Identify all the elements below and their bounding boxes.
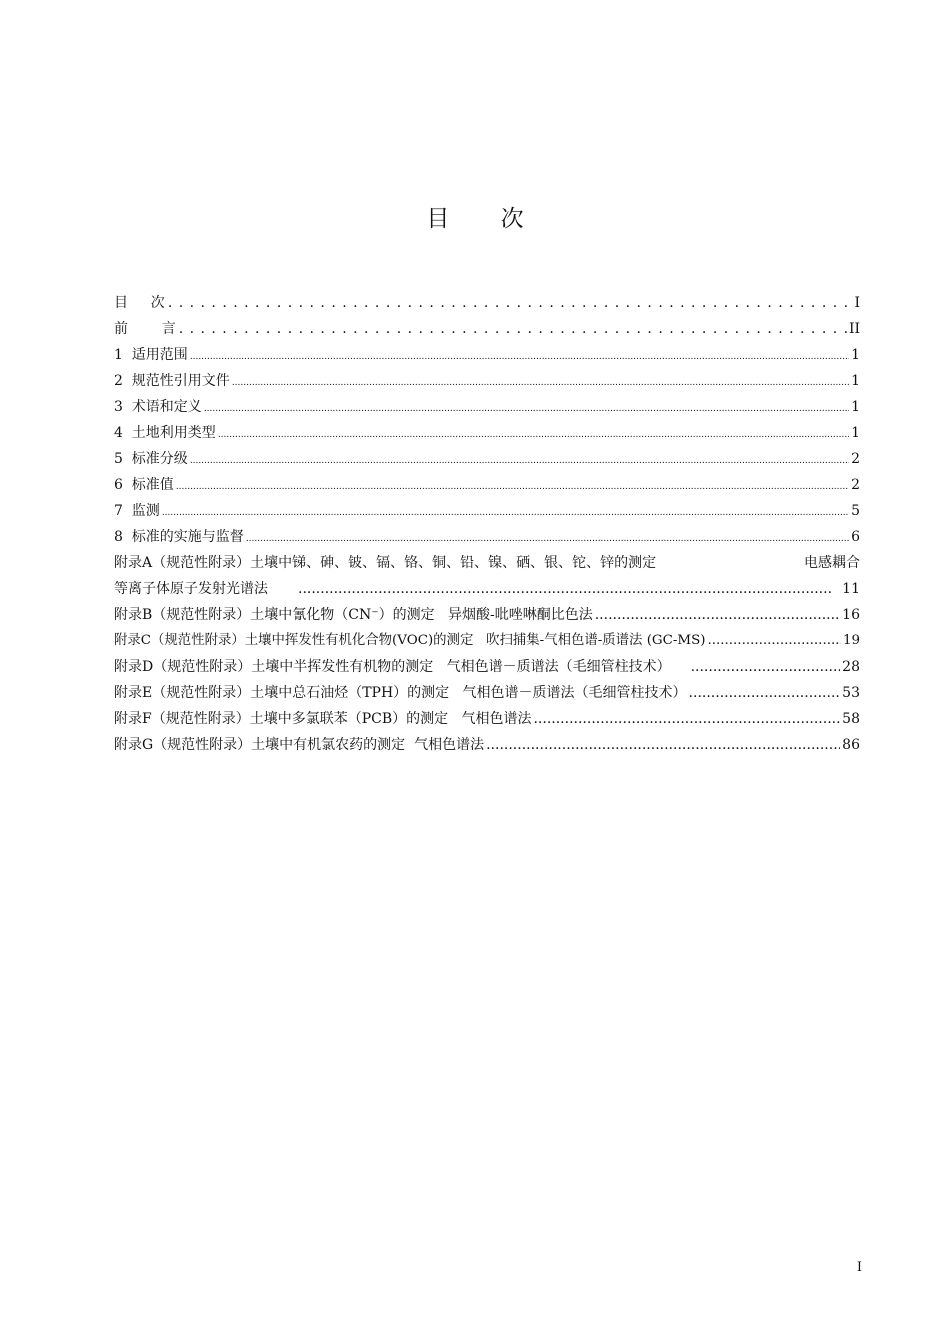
toc-entry-section-3[interactable]: [114, 394, 860, 420]
toc-entry-section-2[interactable]: [114, 368, 860, 394]
toc-label: 附录G（规范性附录）土壤中有机氯农药的测定 气相色谱法: [114, 737, 485, 753]
toc-page: 28: [842, 659, 860, 675]
toc-page: 58: [842, 711, 860, 727]
toc-label: 1 适用范围: [114, 347, 188, 363]
toc-label: 前 言: [114, 321, 177, 337]
toc-leader: [595, 602, 840, 628]
toc-leader: [708, 628, 841, 654]
toc-leader: [689, 680, 841, 706]
toc-leader: [204, 396, 849, 422]
toc-leader: [533, 706, 840, 732]
toc-label: 附录D（规范性附录）土壤中半挥发性有机物的测定 气相色谱－质谱法（毛细管柱技术）: [114, 659, 671, 675]
toc-entry-appendix-a[interactable]: [114, 550, 860, 602]
toc-entry-appendix-d[interactable]: [114, 654, 860, 680]
toc-page: 5: [851, 503, 860, 519]
toc-line: [114, 576, 860, 602]
toc-page: 1: [851, 373, 860, 389]
toc-entry-appendix-f[interactable]: [114, 706, 860, 732]
toc-leader: [691, 654, 841, 680]
toc-page: 1: [851, 425, 860, 441]
toc-label: 6 标准值: [114, 477, 174, 493]
toc-label: 2 规范性引用文件: [114, 373, 230, 389]
toc-page: I: [854, 295, 860, 311]
toc-entry-section-4[interactable]: [114, 420, 860, 446]
toc-entry-contents[interactable]: [114, 290, 860, 316]
page-title: 目 次: [426, 206, 546, 232]
toc-entry-appendix-b[interactable]: [114, 602, 860, 628]
toc-leader: [162, 500, 849, 526]
toc-label: 等离子体原子发射光谱法: [114, 581, 268, 597]
toc-label: 3 术语和定义: [114, 399, 202, 415]
toc-entry-foreword[interactable]: [114, 316, 860, 342]
toc-label: 附录A（规范性附录）土壤中锑、砷、铍、镉、铬、铜、铅、镍、硒、银、铊、锌的测定: [114, 555, 657, 571]
toc-page: 2: [851, 477, 860, 493]
toc-page: II: [848, 321, 860, 337]
toc-page: 19: [842, 633, 860, 648]
toc-label: 附录C（规范性附录）土壤中挥发性有机化合物(VOC)的测定 吹扫捕集-气相色谱-质谱法 (GC-MS): [114, 633, 706, 648]
toc-label: 4 土地利用类型: [114, 425, 216, 441]
toc-entry-appendix-c[interactable]: [114, 628, 860, 654]
toc-entry-section-5[interactable]: [114, 446, 860, 472]
toc-page: 2: [851, 451, 860, 467]
toc-page: 86: [842, 737, 860, 753]
page-number: I: [856, 1260, 862, 1275]
toc-entry-section-8[interactable]: [114, 524, 860, 550]
toc-page: 53: [842, 685, 860, 701]
toc-leader: [190, 344, 849, 370]
toc-leader: [298, 576, 832, 602]
toc-page: 6: [851, 529, 860, 545]
toc-label-end: 电感耦合: [804, 555, 860, 571]
table-of-contents: [114, 290, 860, 758]
toc-entry-appendix-g[interactable]: [114, 732, 860, 758]
toc-leader: [168, 290, 853, 316]
toc-entry-section-7[interactable]: [114, 498, 860, 524]
toc-page: 11: [842, 581, 860, 597]
toc-page: 16: [842, 607, 860, 623]
toc-leader: [190, 448, 849, 474]
toc-entry-section-1[interactable]: [114, 342, 860, 368]
toc-leader: [179, 316, 847, 342]
toc-label: 8 标准的实施与监督: [114, 529, 244, 545]
toc-label: 目 次: [114, 295, 166, 311]
toc-label: 5 标准分级: [114, 451, 188, 467]
toc-leader: [486, 732, 840, 758]
toc-leader: [218, 422, 849, 448]
toc-entry-section-6[interactable]: [114, 472, 860, 498]
toc-entry-appendix-e[interactable]: [114, 680, 860, 706]
toc-label: 附录F（规范性附录）土壤中多氯联苯（PCB）的测定 气相色谱法: [114, 711, 532, 727]
toc-page: 1: [851, 399, 860, 415]
toc-line: [114, 550, 860, 576]
toc-page: 1: [851, 347, 860, 363]
toc-leader: [176, 474, 849, 500]
toc-label: 附录B（规范性附录）土壤中氰化物（CN⁻）的测定 异烟酸-吡唑啉酮比色法: [114, 607, 593, 623]
toc-leader: [232, 370, 849, 396]
toc-label: 7 监测: [114, 503, 160, 519]
toc-leader: [246, 526, 849, 552]
toc-label: 附录E（规范性附录）土壤中总石油烃（TPH）的测定 气相色谱－质谱法（毛细管柱技术）: [114, 685, 687, 701]
